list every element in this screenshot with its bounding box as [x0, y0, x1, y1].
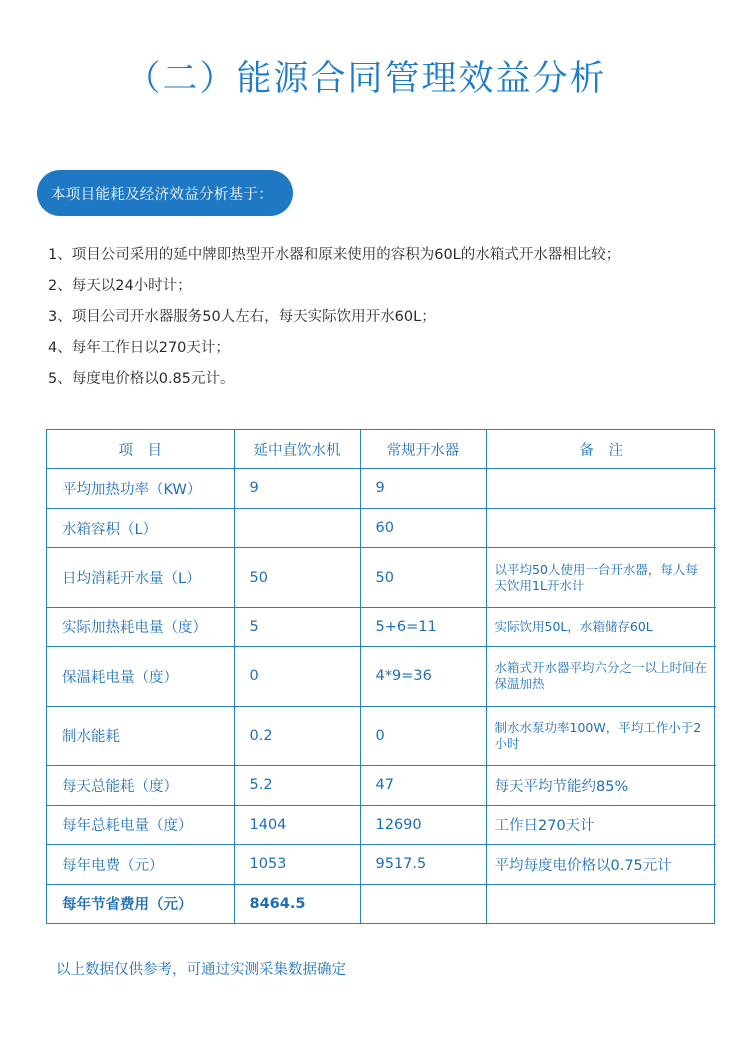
remark-cell — [486, 508, 716, 548]
row-label: 水箱容积（L） — [47, 508, 234, 548]
row-label: 日均消耗开水量（L） — [47, 548, 234, 607]
basis-item: 2、每天以24小时计； — [48, 278, 192, 294]
row-label: 保温耗电量（度） — [47, 647, 234, 706]
table-row — [47, 766, 716, 806]
remark-cell: 水箱式开水器平均六分之一以上时间在保温加热 — [486, 647, 716, 706]
conventional-value: 60 — [360, 508, 486, 548]
remark-cell: 以平均50人使用一台开水器，每人每天饮用1L开水计 — [486, 548, 716, 607]
header-conventional: 常规开水器 — [360, 430, 486, 469]
row-label: 每天总能耗（度） — [47, 766, 234, 806]
yanzhong-value: 1404 — [234, 805, 360, 845]
remark-cell: 制水水泵功率100W，平均工作小于2小时 — [486, 706, 716, 765]
table-row — [47, 805, 716, 845]
remark-cell: 平均每度电价格以0.75元计 — [486, 845, 716, 885]
yanzhong-value: 8464.5 — [234, 884, 360, 923]
yanzhong-value — [234, 508, 360, 548]
remark-cell: 实际饮用50L，水箱储存60L — [486, 607, 716, 647]
yanzhong-value: 1053 — [234, 845, 360, 885]
benefit-table — [46, 429, 715, 924]
yanzhong-value: 0 — [234, 647, 360, 706]
footnote: 以上数据仅供参考，可通过实测采集数据确定 — [56, 962, 346, 978]
conventional-value: 12690 — [360, 805, 486, 845]
basis-item: 3、项目公司开水器服务50人左右，每天实际饮用开水60L； — [48, 309, 436, 325]
row-label: 实际加热耗电量（度） — [47, 607, 234, 647]
header-yanzhong: 延中直饮水机 — [234, 430, 360, 469]
row-label: 每年节省费用（元） — [47, 884, 234, 923]
table-row — [47, 508, 716, 548]
yanzhong-value: 0.2 — [234, 706, 360, 765]
basis-list — [48, 240, 718, 395]
remark-cell — [486, 469, 716, 509]
yanzhong-value: 9 — [234, 469, 360, 509]
basis-item: 1、项目公司采用的延中牌即热型开水器和原来使用的容积为60L的水箱式开水器相比较； — [48, 247, 621, 263]
page-title: （二）能源合同管理效益分析 — [125, 59, 607, 100]
remark-cell: 每天平均节能约85% — [486, 766, 716, 806]
yanzhong-value: 5.2 — [234, 766, 360, 806]
yanzhong-value: 5 — [234, 607, 360, 647]
conventional-value — [360, 884, 486, 923]
table-row — [47, 647, 716, 706]
row-label: 每年总耗电量（度） — [47, 805, 234, 845]
conventional-value: 0 — [360, 706, 486, 765]
yanzhong-value: 50 — [234, 548, 360, 607]
conventional-value: 9 — [360, 469, 486, 509]
table-row — [47, 845, 716, 885]
conventional-value: 4*9=36 — [360, 647, 486, 706]
basis-item: 5、每度电价格以0.85元计。 — [48, 371, 235, 387]
conventional-value: 50 — [360, 548, 486, 607]
table-row — [47, 469, 716, 509]
conventional-value: 9517.5 — [360, 845, 486, 885]
row-label: 制水能耗 — [47, 706, 234, 765]
table-row-total — [47, 884, 716, 923]
basis-item: 4、每年工作日以270天计； — [48, 340, 230, 356]
header-item: 项 目 — [47, 430, 234, 469]
row-label: 每年电费（元） — [47, 845, 234, 885]
table-header-row — [47, 430, 716, 469]
basis-label-pill: 本项目能耗及经济效益分析基于： — [37, 170, 293, 216]
table-row — [47, 548, 716, 607]
remark-cell — [486, 884, 716, 923]
table-row — [47, 607, 716, 647]
header-remarks: 备 注 — [486, 430, 716, 469]
table-row — [47, 706, 716, 765]
remark-cell: 工作日270天计 — [486, 805, 716, 845]
conventional-value: 5+6=11 — [360, 607, 486, 647]
row-label: 平均加热功率（KW） — [47, 469, 234, 509]
conventional-value: 47 — [360, 766, 486, 806]
